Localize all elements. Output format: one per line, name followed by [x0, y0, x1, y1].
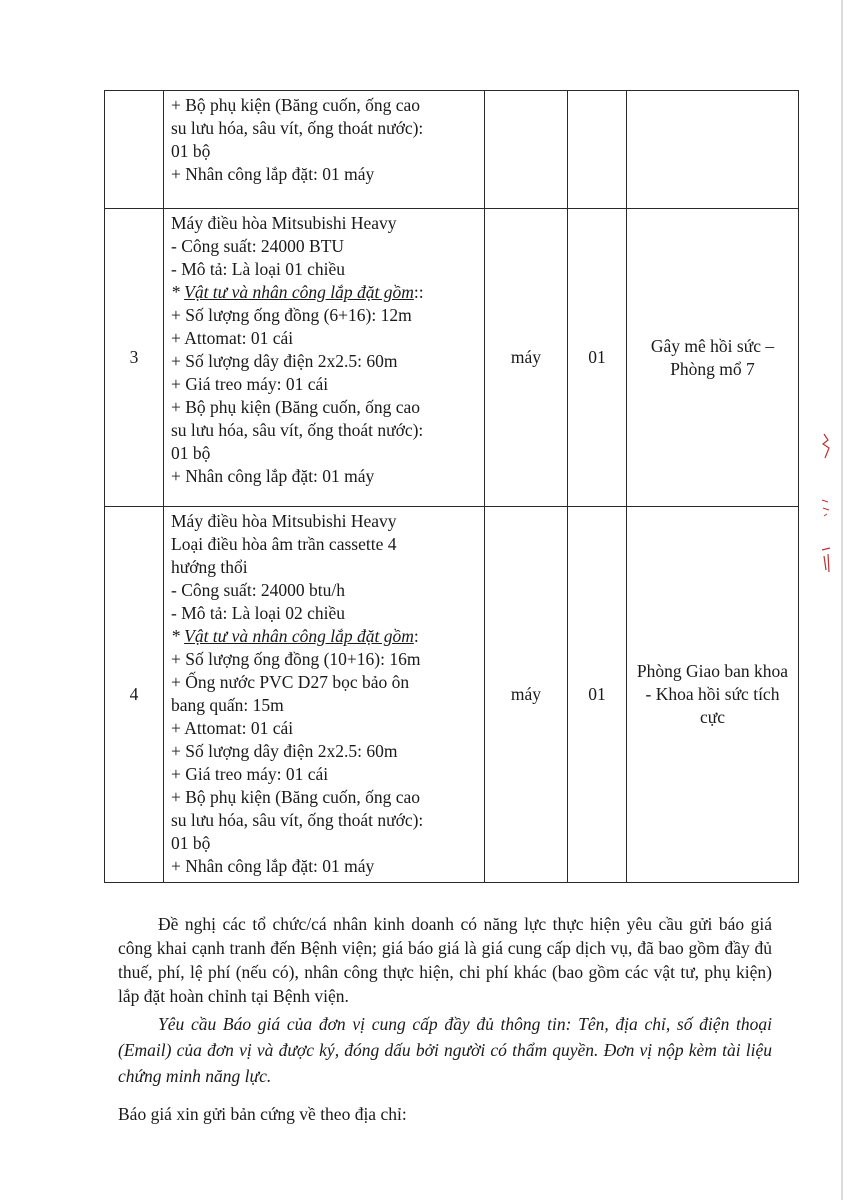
- unit-cell: máy: [485, 209, 568, 507]
- description-line: + Nhân công lắp đặt: 01 máy: [171, 466, 375, 486]
- materials-heading: [171, 625, 478, 648]
- bullet-star: *: [171, 282, 185, 302]
- description-line: + Số lượng ống đồng (6+16): 12m: [171, 305, 412, 325]
- description-line: + Bộ phụ kiện (Băng cuốn, ống cao: [171, 397, 420, 417]
- description-line: - Mô tả: Là loại 02 chiều: [171, 603, 345, 623]
- description-line: + Giá treo máy: 01 cái: [171, 374, 329, 394]
- description-line: + Attomat: 01 cái: [171, 718, 294, 738]
- item-description: [164, 209, 485, 507]
- equipment-table: [104, 90, 799, 883]
- materials-heading-text: Vật tư và nhân công lắp đặt gồm: [184, 282, 414, 302]
- description-line: hướng thổi: [171, 557, 248, 577]
- paragraph-request: Đề nghị các tổ chức/cá nhân kinh doanh có năng lực thực hiện yêu cầu gửi báo giá công khai cạnh tranh đến Bệnh viện; giá báo giá là giá cung cấp dịch vụ, đã bao gồm đầy đủ thuế, phí, lệ phí (nếu có), nhân công thực hiện, chi phí khác (bao gồm các vật tư, phụ kiện) lắp đặt hoàn chỉnh tại Bệnh viện.: [118, 914, 772, 1006]
- unit-cell: [485, 91, 568, 209]
- description-line: 01 bộ: [171, 833, 211, 853]
- materials-heading-text: Vật tư và nhân công lắp đặt gồm: [184, 626, 414, 646]
- description-line: su lưu hóa, sâu vít, ống thoát nước):: [171, 810, 424, 830]
- page-edge-shadow: [841, 0, 843, 1200]
- materials-heading: [171, 281, 478, 304]
- bullet-star: *: [171, 626, 185, 646]
- description-line: + Bộ phụ kiện (Băng cuốn, ống cao: [171, 95, 420, 115]
- handwritten-margin-mark: [814, 430, 838, 580]
- location-note-cell: Phòng Giao ban khoa - Khoa hồi sức tích cực: [627, 507, 799, 883]
- materials-heading-colon: ::: [413, 282, 424, 302]
- item-description: [164, 507, 485, 883]
- row-number: 4: [105, 507, 164, 883]
- description-line: Máy điều hòa Mitsubishi Heavy: [171, 511, 397, 531]
- description-line: Máy điều hòa Mitsubishi Heavy: [171, 213, 397, 233]
- description-line: Loại điều hòa âm trần cassette 4: [171, 534, 397, 554]
- description-line: bang quấn: 15m: [171, 695, 284, 715]
- item-description: [164, 91, 485, 209]
- description-line: - Công suất: 24000 btu/h: [171, 580, 346, 600]
- quantity-cell: 01: [568, 507, 627, 883]
- description-line: + Số lượng ống đồng (10+16): 16m: [171, 649, 421, 669]
- materials-heading-colon: :: [413, 626, 419, 646]
- description-line: + Số lượng dây điện 2x2.5: 60m: [171, 741, 398, 761]
- description-line: + Ống nước PVC D27 bọc bảo ôn: [171, 672, 410, 692]
- location-note-cell: [627, 91, 799, 209]
- table-row: [105, 507, 799, 883]
- description-line: + Số lượng dây điện 2x2.5: 60m: [171, 351, 398, 371]
- description-line: + Nhân công lắp đặt: 01 máy: [171, 856, 375, 876]
- description-line: - Công suất: 24000 BTU: [171, 236, 345, 256]
- paragraph-requirements: Yêu cầu Báo giá của đơn vị cung cấp đầy đủ thông tin: Tên, địa chỉ, số điện thoại (Email) của đơn vị và được ký, đóng dấu bởi người có thẩm quyền. Đơn vị nộp kèm tài liệu chứng minh năng lực.: [118, 1014, 772, 1086]
- row-number: 3: [105, 209, 164, 507]
- location-note-cell: Gây mê hồi sức – Phòng mổ 7: [627, 209, 799, 507]
- description-line: 01 bộ: [171, 141, 211, 161]
- description-line: su lưu hóa, sâu vít, ống thoát nước):: [171, 420, 424, 440]
- description-line: - Mô tả: Là loại 01 chiều: [171, 259, 345, 279]
- paragraph-address-intro: Báo giá xin gửi bản cứng về theo địa chỉ:: [118, 1104, 407, 1124]
- description-line: + Nhân công lắp đặt: 01 máy: [171, 164, 375, 184]
- table-row: [105, 209, 799, 507]
- description-line: 01 bộ: [171, 443, 211, 463]
- quantity-cell: 01: [568, 209, 627, 507]
- description-line: + Bộ phụ kiện (Băng cuốn, ống cao: [171, 787, 420, 807]
- row-number: [105, 91, 164, 209]
- description-line: + Giá treo máy: 01 cái: [171, 764, 329, 784]
- table-row: [105, 91, 799, 209]
- quantity-cell: [568, 91, 627, 209]
- description-line: + Attomat: 01 cái: [171, 328, 294, 348]
- unit-cell: máy: [485, 507, 568, 883]
- description-line: su lưu hóa, sâu vít, ống thoát nước):: [171, 118, 424, 138]
